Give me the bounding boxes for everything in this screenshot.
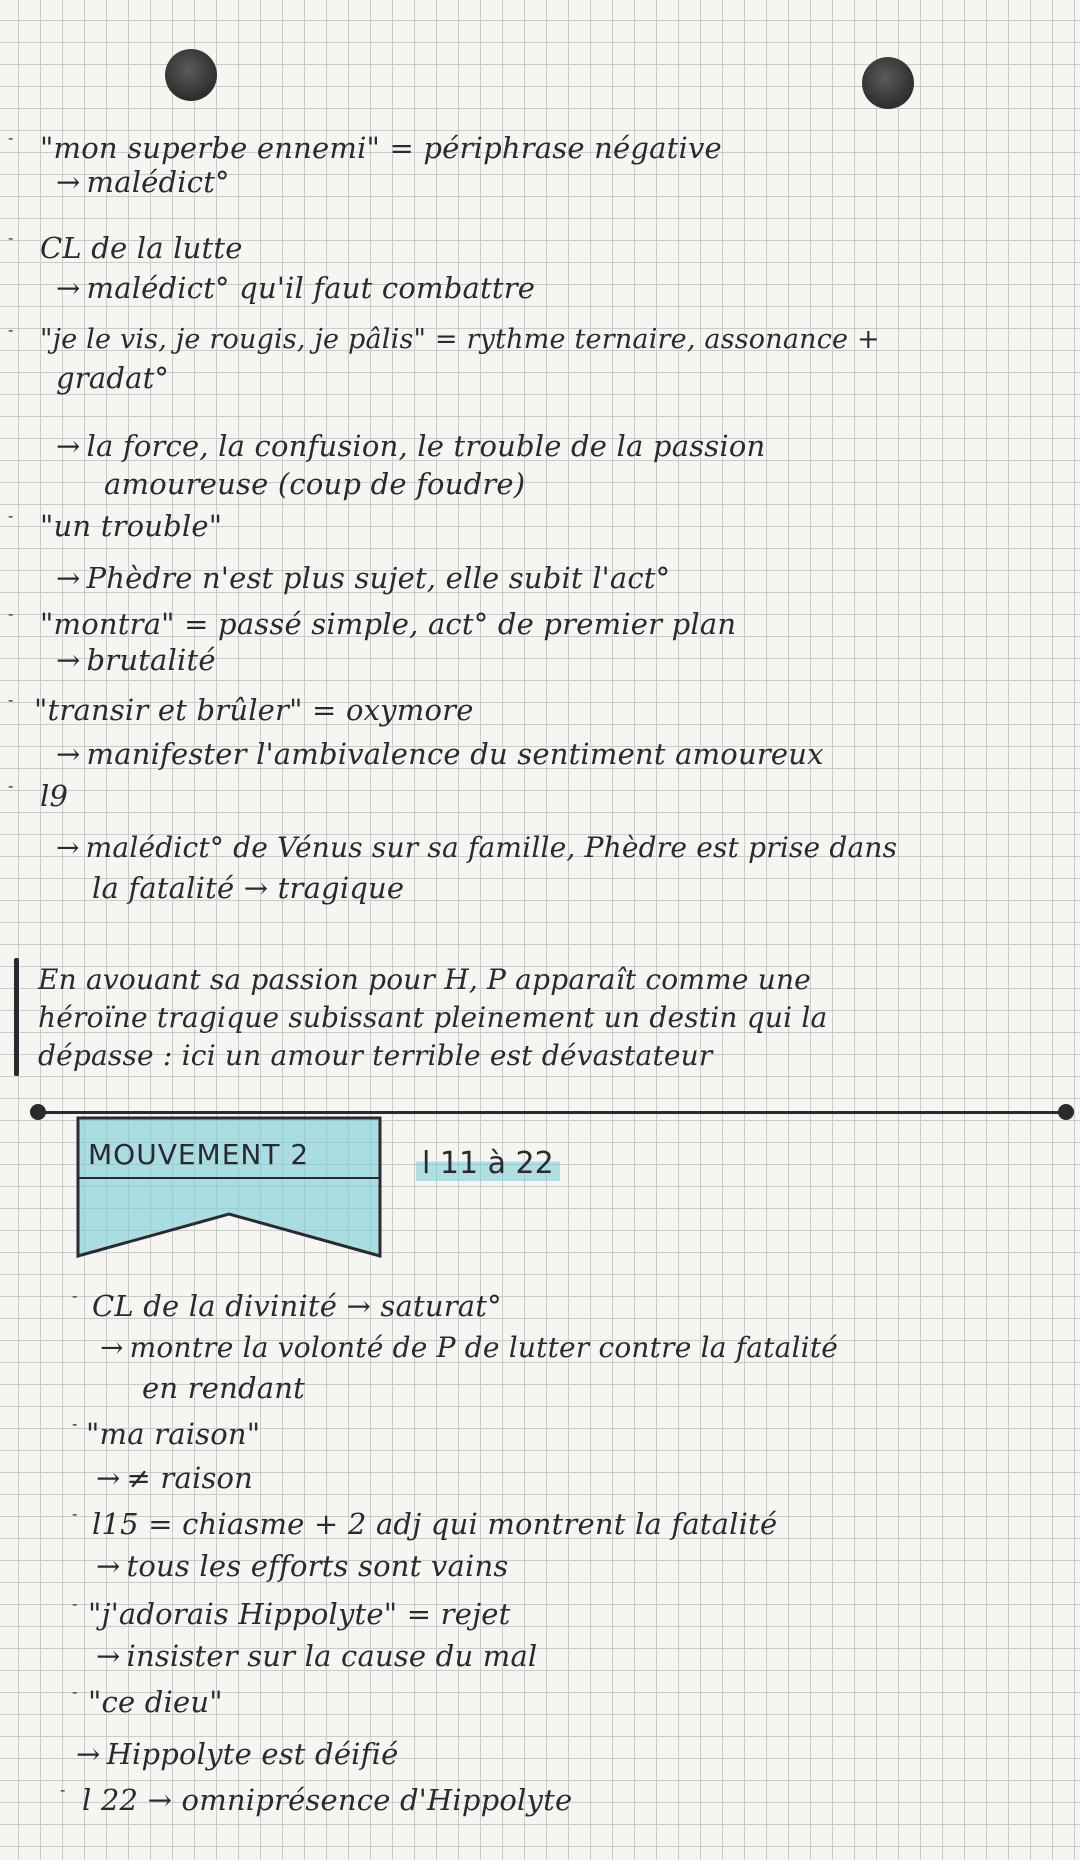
- note-line: → Phèdre n'est plus sujet, elle subit l'act°: [56, 561, 671, 595]
- note-line: → malédict° qu'il faut combattre: [56, 271, 536, 305]
- arrow-icon: →: [96, 1549, 121, 1583]
- note-line: → insister sur la cause du mal: [96, 1639, 538, 1673]
- note-line: CL de la lutte: [40, 231, 243, 265]
- movement-title: MOUVEMENT 2: [88, 1138, 310, 1171]
- note-line: "ce dieu": [88, 1685, 223, 1719]
- arrow-icon: →: [56, 737, 81, 771]
- note-line: gradat°: [56, 361, 170, 395]
- bullet-dash: -: [60, 1780, 66, 1799]
- bullet-dash: -: [72, 1594, 78, 1613]
- note-line: la fatalité → tragique: [92, 871, 405, 905]
- conclusion-line: En avouant sa passion pour H, P apparaît comme une: [38, 963, 811, 996]
- section-divider: [36, 1111, 1070, 1114]
- bullet-dash: -: [72, 1504, 78, 1523]
- bullet-dash: -: [8, 776, 14, 795]
- note-line: en rendant: [142, 1371, 305, 1405]
- arrow-icon: →: [96, 1461, 121, 1495]
- note-line: "montra" = passé simple, act° de premier plan: [40, 607, 737, 641]
- note-line: → montre la volonté de P de lutter contre la fatalité: [100, 1331, 839, 1364]
- note-line: → manifester l'ambivalence du sentiment amoureux: [56, 737, 824, 771]
- conclusion-line: héroïne tragique subissant pleinement un destin qui la: [38, 1001, 828, 1034]
- bullet-dash: -: [8, 128, 14, 147]
- bullet-dash: -: [72, 1414, 78, 1433]
- note-line: → tous les efforts sont vains: [96, 1549, 509, 1583]
- bullet-dash: -: [8, 604, 14, 623]
- arrow-icon: →: [56, 429, 81, 463]
- bullet-dash: -: [8, 228, 14, 247]
- movement-banner: [76, 1116, 382, 1260]
- arrow-icon: →: [56, 561, 81, 595]
- bullet-dash: -: [8, 506, 14, 525]
- note-line: "je le vis, je rougis, je pâlis" = rythme ternaire, assonance +: [40, 324, 880, 355]
- bullet-dash: -: [72, 1286, 78, 1305]
- punch-hole-left: [165, 49, 217, 101]
- divider-dot: [1058, 1104, 1074, 1120]
- arrow-icon: →: [76, 1737, 101, 1771]
- arrow-icon: →: [56, 165, 81, 199]
- note-line: → la force, la confusion, le trouble de la passion: [56, 429, 766, 463]
- note-line: l 22 → omniprésence d'Hippolyte: [82, 1783, 573, 1817]
- note-line: "ma raison": [86, 1417, 261, 1451]
- bullet-dash: -: [8, 320, 14, 339]
- arrow-icon: →: [56, 271, 81, 305]
- movement-range: l 11 à 22: [416, 1146, 560, 1181]
- arrow-icon: →: [100, 1331, 124, 1364]
- bullet-dash: -: [72, 1682, 78, 1701]
- note-line: "un trouble": [40, 509, 223, 543]
- conclusion-bracket: [14, 958, 19, 1076]
- arrow-icon: →: [96, 1639, 121, 1673]
- note-line: "j'adorais Hippolyte" = rejet: [88, 1597, 511, 1631]
- note-line: amoureuse (coup de foudre): [104, 467, 526, 501]
- arrow-icon: →: [56, 831, 80, 864]
- note-line: → Hippolyte est déifié: [76, 1737, 399, 1771]
- note-line: → malédict° de Vénus sur sa famille, Phèdre est prise dans: [56, 831, 898, 864]
- note-line: → brutalité: [56, 643, 216, 677]
- note-line: → malédict°: [56, 165, 230, 199]
- note-line: "transir et brûler" = oxymore: [34, 693, 474, 727]
- note-line: l9: [40, 779, 69, 813]
- note-line: l15 = chiasme + 2 adj qui montrent la fatalité: [92, 1507, 778, 1541]
- arrow-icon: →: [56, 643, 81, 677]
- note-line: → ≠ raison: [96, 1461, 254, 1495]
- note-line: CL de la divinité → saturat°: [92, 1289, 502, 1323]
- conclusion-line: dépasse : ici un amour terrible est dévastateur: [38, 1039, 713, 1072]
- note-line: "mon superbe ennemi" = périphrase négative: [40, 131, 722, 165]
- bullet-dash: -: [8, 690, 14, 709]
- punch-hole-right: [862, 57, 914, 109]
